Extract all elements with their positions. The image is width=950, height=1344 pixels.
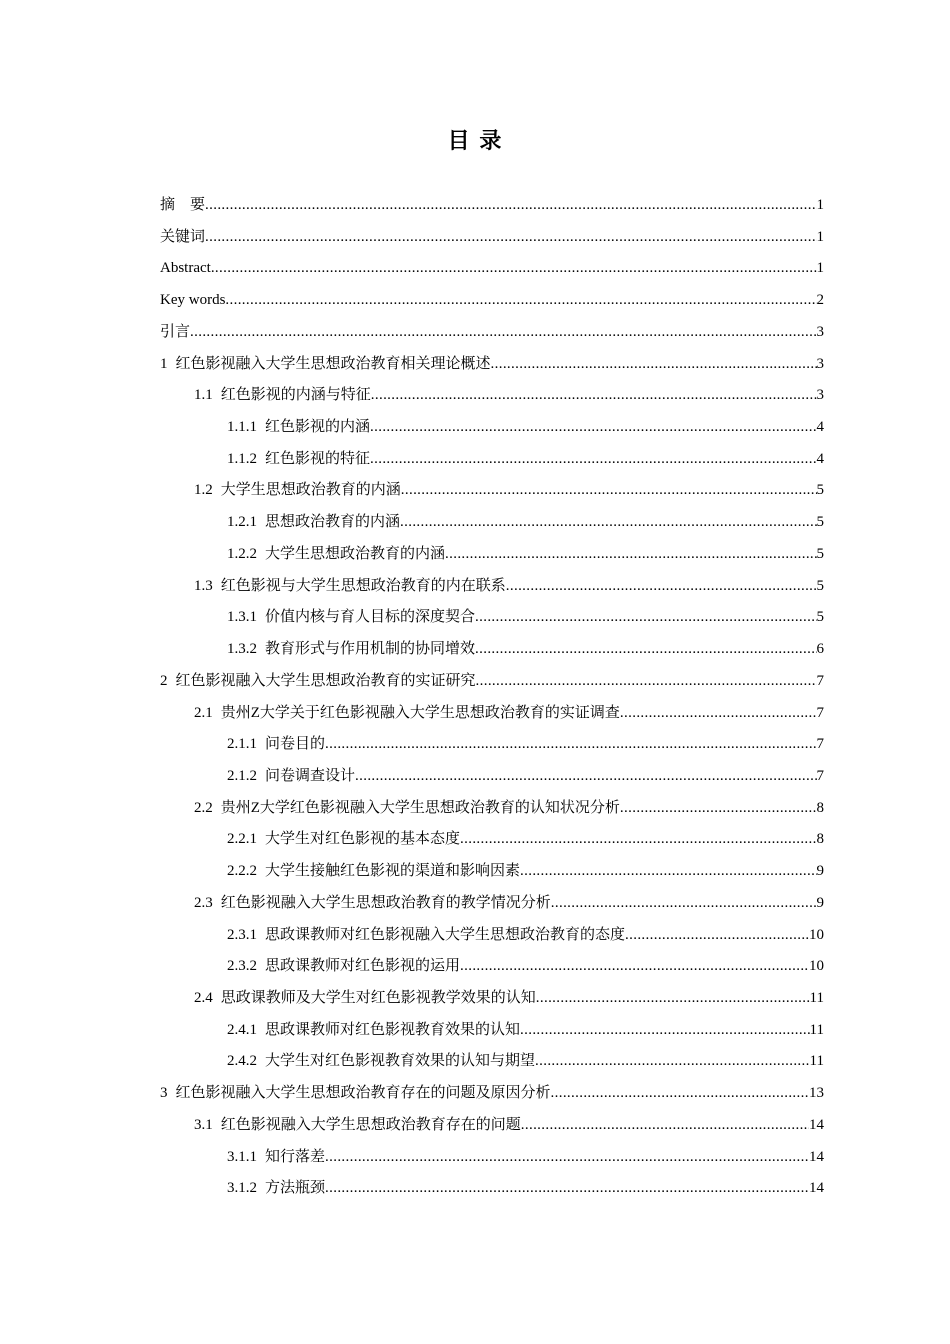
toc-entry-number: 2.1.2 <box>227 767 257 784</box>
toc-entry-title: 价值内核与育人目标的深度契合 <box>265 609 476 626</box>
toc-dot-leader <box>521 1115 809 1135</box>
toc-entry[interactable] <box>160 348 824 380</box>
toc-entry[interactable] <box>227 1045 824 1077</box>
toc-entry[interactable] <box>194 474 824 506</box>
toc-entry-number: 2.2.2 <box>227 863 257 880</box>
toc-page-number: 11 <box>809 1021 824 1038</box>
toc-entry-title: 思政课教师对红色影视融入大学生思想政治教育的态度 <box>265 926 626 943</box>
toc-dot-leader <box>400 512 816 532</box>
toc-entry-title: 红色影视融入大学生思想政治教育的教学情况分析 <box>220 894 551 911</box>
toc-entry-title: 红色影视融入大学生思想政治教育的实证研究 <box>175 672 476 689</box>
toc-dot-leader <box>370 449 816 469</box>
toc-entry-number: 2.4 <box>194 989 213 1006</box>
toc-entry-title: 红色影视融入大学生思想政治教育存在的问题及原因分析 <box>175 1085 551 1102</box>
toc-entry-title: 大学生思想政治教育的内涵 <box>220 482 401 499</box>
toc-entry-number: 1.1 <box>194 387 213 404</box>
toc-page-number: 3 <box>816 323 824 340</box>
toc-entry-number: 1 <box>160 355 168 372</box>
toc-entry[interactable] <box>227 823 824 855</box>
toc-dot-leader <box>476 671 817 691</box>
toc-page-number: 1 <box>816 228 824 245</box>
toc-entry[interactable] <box>160 316 824 348</box>
toc-entry[interactable] <box>227 728 824 760</box>
toc-entry-title: Key words <box>160 292 226 309</box>
toc-dot-leader <box>620 703 817 723</box>
toc-entry[interactable] <box>227 760 824 792</box>
toc-entry-title: 红色影视与大学生思想政治教育的内在联系 <box>220 577 506 594</box>
toc-entry[interactable] <box>194 379 824 411</box>
toc-entry-number: 1.2.1 <box>227 514 257 531</box>
toc-page-number: 2 <box>816 292 824 309</box>
toc-dot-leader <box>371 385 817 405</box>
toc-dot-leader <box>536 988 810 1008</box>
toc-dot-leader <box>370 417 816 437</box>
toc-page-number: 9 <box>816 894 824 911</box>
toc-entry-title: 贵州Z大学关于红色影视融入大学生思想政治教育的实证调查 <box>220 704 620 721</box>
toc-dot-leader <box>211 258 817 278</box>
toc-page-number: 1 <box>816 197 824 213</box>
toc-page-number: 8 <box>816 799 824 816</box>
toc-dot-leader <box>325 734 816 754</box>
toc-entry-number: 3.1.2 <box>227 1180 257 1197</box>
toc-dot-leader <box>551 893 817 913</box>
toc-dot-leader <box>535 1051 810 1071</box>
toc-dot-leader <box>325 1178 809 1198</box>
toc-entry-number: 2.1 <box>194 704 213 721</box>
toc-entry[interactable] <box>160 252 824 284</box>
toc-entry-title: 大学生接触红色影视的渠道和影响因素 <box>265 863 521 880</box>
toc-page-number: 7 <box>816 704 824 721</box>
toc-entry-title: 红色影视融入大学生思想政治教育相关理论概述 <box>175 355 491 372</box>
toc-entry-number: 2.2 <box>194 799 213 816</box>
toc-entry-title: 大学生思想政治教育的内涵 <box>265 545 446 562</box>
toc-entry[interactable] <box>227 633 824 665</box>
toc-page-number: 3 <box>816 355 824 372</box>
toc-entry-number: 2.3 <box>194 894 213 911</box>
toc-entry[interactable] <box>227 506 824 538</box>
toc-dot-leader <box>625 925 809 945</box>
toc-page-number: 7 <box>816 672 824 689</box>
toc-page-number: 14 <box>809 1148 824 1165</box>
toc-entry-title: 红色影视的内涵与特征 <box>220 387 371 404</box>
toc-page-number: 11 <box>809 989 824 1006</box>
toc-entry-title: 贵州Z大学红色影视融入大学生思想政治教育的认知状况分析 <box>220 799 620 816</box>
toc-entry-title: 问卷目的 <box>265 736 326 753</box>
toc-entry[interactable] <box>227 855 824 887</box>
toc-dot-leader <box>205 227 816 247</box>
toc-entry-number: 2.1.1 <box>227 736 257 753</box>
table-of-contents <box>0 189 950 1204</box>
toc-page-number: 5 <box>816 609 824 626</box>
toc-page-number: 7 <box>816 767 824 784</box>
toc-dot-leader <box>325 1147 809 1167</box>
toc-entry-number: 1.3.2 <box>227 641 257 658</box>
toc-entry[interactable] <box>194 570 824 602</box>
page-title: 目 录 <box>447 129 503 154</box>
toc-entry[interactable] <box>227 411 824 443</box>
toc-entry[interactable] <box>194 887 824 919</box>
toc-entry[interactable] <box>194 792 824 824</box>
toc-page-number: 10 <box>809 958 824 975</box>
toc-dot-leader <box>520 861 816 881</box>
toc-dot-leader <box>225 290 816 310</box>
toc-page-number: 14 <box>809 1180 824 1197</box>
toc-page-number: 14 <box>809 1116 824 1133</box>
toc-entry-title: 关键词 <box>160 228 206 245</box>
toc-entry-title: 大学生对红色影视教育效果的认知与期望 <box>265 1053 536 1070</box>
toc-entry[interactable] <box>160 284 824 316</box>
toc-dot-leader <box>205 195 816 215</box>
toc-entry-number: 2.4.1 <box>227 1021 257 1038</box>
toc-page-number: 5 <box>816 482 824 499</box>
toc-entry[interactable] <box>160 665 824 697</box>
toc-page-number: 5 <box>816 577 824 594</box>
toc-entry-number: 2 <box>160 672 168 689</box>
toc-entry[interactable] <box>194 1109 824 1141</box>
toc-page-number: 7 <box>816 736 824 753</box>
toc-entry-number: 1.1.1 <box>227 419 257 436</box>
toc-entry-number: 1.3 <box>194 577 213 594</box>
toc-dot-leader <box>620 798 817 818</box>
toc-entry-title: 红色影视的特征 <box>265 450 371 467</box>
toc-page-number: 11 <box>809 1053 824 1070</box>
toc-entry-number: 2.3.1 <box>227 926 257 943</box>
toc-page-number: 9 <box>816 863 824 880</box>
toc-entry[interactable] <box>227 950 824 982</box>
toc-entry[interactable] <box>227 601 824 633</box>
toc-entry-number: 1.2 <box>194 482 213 499</box>
toc-entry-title: 红色影视融入大学生思想政治教育存在的问题 <box>220 1116 521 1133</box>
toc-dot-leader <box>355 766 816 786</box>
toc-dot-leader <box>460 956 809 976</box>
toc-dot-leader <box>475 639 816 659</box>
toc-entry-title: 知行落差 <box>265 1148 326 1165</box>
toc-page-number: 5 <box>816 514 824 531</box>
toc-entry-number: 3.1 <box>194 1116 213 1133</box>
toc-page-number: 6 <box>816 641 824 658</box>
toc-entry[interactable] <box>194 697 824 729</box>
toc-entry-number: 3 <box>160 1085 168 1102</box>
toc-entry-number: 1.2.2 <box>227 545 257 562</box>
toc-dot-leader <box>190 322 816 342</box>
toc-page-number: 4 <box>816 450 824 467</box>
toc-entry-title: 思想政治教育的内涵 <box>265 514 401 531</box>
toc-entry[interactable] <box>227 919 824 951</box>
toc-entry-title: 大学生对红色影视的基本态度 <box>265 831 461 848</box>
toc-entry-title: 教育形式与作用机制的协同增效 <box>265 641 476 658</box>
toc-entry[interactable] <box>160 1077 824 1109</box>
toc-dot-leader <box>491 354 817 374</box>
toc-entry-number: 3.1.1 <box>227 1148 257 1165</box>
toc-entry-number: 1.1.2 <box>227 450 257 467</box>
toc-dot-leader <box>551 1083 809 1103</box>
toc-dot-leader <box>506 576 817 596</box>
toc-page-number: 13 <box>809 1085 824 1102</box>
toc-entry[interactable] <box>227 443 824 475</box>
toc-entry-title: 红色影视的内涵 <box>265 419 371 436</box>
toc-entry-title: Abstract <box>160 260 211 277</box>
toc-entry-title: 问卷调查设计 <box>265 767 356 784</box>
toc-entry[interactable] <box>160 189 824 221</box>
toc-page-number: 3 <box>816 387 824 404</box>
toc-dot-leader <box>401 480 817 500</box>
toc-entry-number: 2.3.2 <box>227 958 257 975</box>
toc-page-number: 8 <box>816 831 824 848</box>
toc-entry-title: 摘 要 <box>160 197 206 213</box>
toc-entry-number: 1.3.1 <box>227 609 257 626</box>
toc-dot-leader <box>445 544 816 564</box>
toc-entry-title: 思政课教师及大学生对红色影视教学效果的认知 <box>220 989 536 1006</box>
toc-entry-title: 方法瓶颈 <box>265 1180 326 1197</box>
toc-dot-leader <box>520 1020 810 1040</box>
toc-entry[interactable] <box>227 538 824 570</box>
toc-entry-title: 思政课教师对红色影视的运用 <box>265 958 461 975</box>
toc-page-number: 10 <box>809 926 824 943</box>
toc-entry[interactable] <box>227 1172 824 1204</box>
toc-page-number: 5 <box>816 545 824 562</box>
toc-entry-number: 2.4.2 <box>227 1053 257 1070</box>
toc-dot-leader <box>460 829 816 849</box>
toc-entry-title: 思政课教师对红色影视教育效果的认知 <box>265 1021 521 1038</box>
toc-entry[interactable] <box>227 1141 824 1173</box>
toc-entry-number: 2.2.1 <box>227 831 257 848</box>
toc-dot-leader <box>475 607 816 627</box>
toc-page-number: 4 <box>816 419 824 436</box>
toc-entry[interactable] <box>160 221 824 253</box>
toc-entry[interactable] <box>194 982 824 1014</box>
toc-page-number: 1 <box>816 260 824 277</box>
toc-entry[interactable] <box>227 1014 824 1046</box>
toc-entry-title: 引言 <box>160 323 191 340</box>
